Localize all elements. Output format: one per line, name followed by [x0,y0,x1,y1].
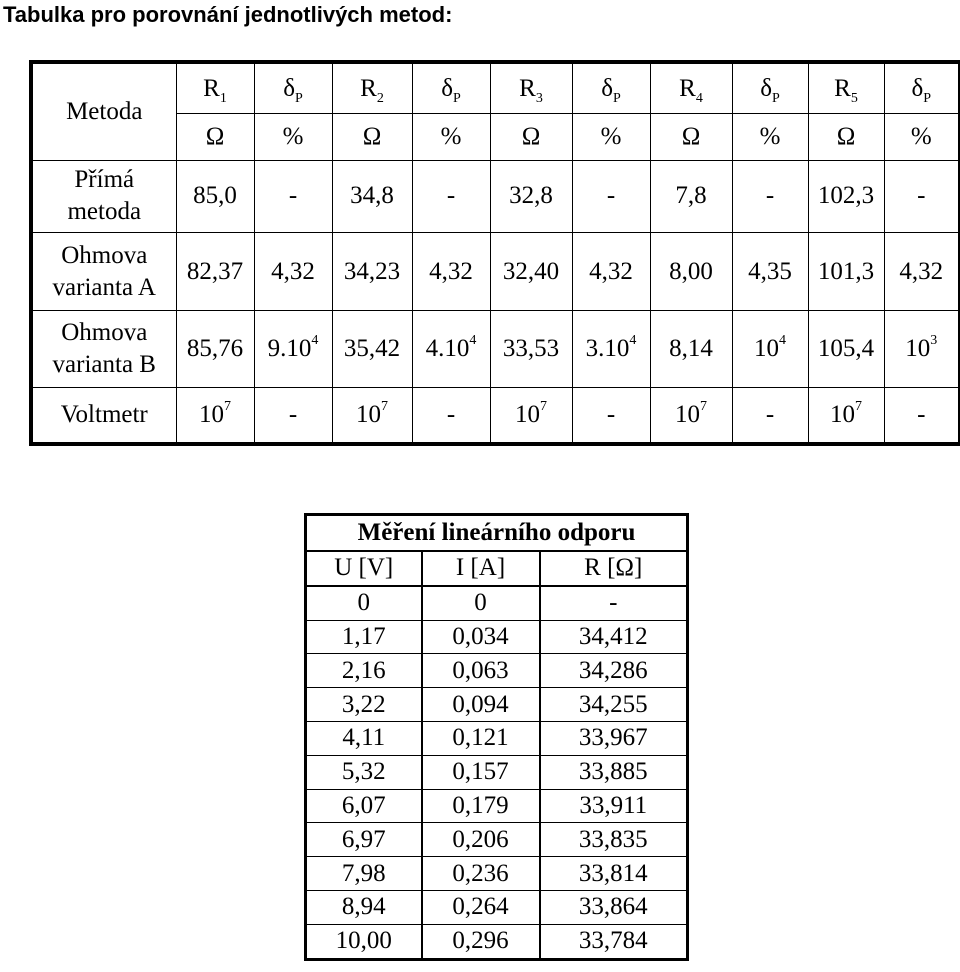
header-cell [808,62,884,114]
column-header: R [Ω] [540,551,688,586]
table-cell: 0,157 [422,755,540,789]
value-exponent: 7 [700,398,707,414]
symbol-subscript: P [452,90,461,106]
table-cell: 0,296 [422,924,540,959]
table-row [306,654,688,688]
symbol: δ [760,74,772,102]
table-cell: - [540,586,688,620]
symbol-subscript: 4 [695,90,703,106]
symbol: δ [441,74,453,102]
unit-cell: % [732,114,808,160]
comparison-table [29,60,960,446]
value-cell [254,160,332,233]
value-exponent: 3 [930,332,938,348]
value-exponent: 4 [779,332,786,348]
value-cell [732,233,808,311]
symbol: R [203,74,220,102]
table-cell: 0,264 [422,890,540,924]
table-row [306,823,688,857]
value-text: 4,35 [748,257,792,285]
value-cell [572,160,650,233]
method-label-line: Ohmova [61,241,148,269]
value-cell [490,311,572,388]
value-cell [332,311,412,388]
table-row [306,924,688,959]
unit-cell: % [572,114,650,160]
value-cell [650,311,732,388]
value-cell [490,233,572,311]
method-label-line: varianta A [52,273,156,301]
unit-cell: % [884,114,960,160]
table-cell: 2,16 [306,654,422,688]
method-label [31,160,176,233]
value-text: 102,3 [817,182,875,210]
header-cell [412,62,490,114]
value-text: 85,76 [186,334,244,362]
unit-cell: % [412,114,490,160]
symbol-subscript: 5 [850,90,858,106]
symbol: R [360,74,377,102]
value-cell [176,233,254,311]
value-cell [332,160,412,233]
method-label [31,311,176,388]
value-text: - [765,182,775,210]
table-row [306,857,688,891]
value-cell [176,160,254,233]
value-text: 10 [675,400,700,428]
value-cell [884,233,960,311]
value-cell [650,387,732,444]
value-exponent: 7 [855,398,862,414]
value-exponent: 4 [469,332,477,348]
method-label [31,233,176,311]
table-cell: 0 [306,586,422,620]
method-label [31,387,176,444]
table-cell: 33,911 [540,789,688,823]
value-cell [490,160,572,233]
table-row [306,586,688,620]
header-cell [732,62,808,114]
symbol: R [679,74,696,102]
table-row [306,890,688,924]
symbol-subscript: P [771,90,780,106]
value-exponent: 7 [224,398,231,414]
table-cell: 34,412 [540,620,688,654]
value-cell [572,311,650,388]
table-cell: 5,32 [306,755,422,789]
value-text: 10 [905,334,931,362]
header-cell [884,62,960,114]
unit-cell: % [254,114,332,160]
value-cell [884,160,960,233]
symbol: δ [911,74,924,102]
corner-label: Metoda [66,97,143,125]
value-cell [572,233,650,311]
value-text: 7,8 [675,182,707,210]
value-cell [412,311,490,388]
value-text: 10 [356,400,381,428]
value-cell [572,387,650,444]
symbol-subscript: P [923,90,932,106]
value-text: 4.10 [425,334,470,362]
symbol-subscript: P [294,90,303,106]
method-label-line: Ohmova [61,318,148,346]
value-text: 85,0 [193,182,237,210]
value-cell [412,160,490,233]
measurement-table [304,513,689,961]
comparison-row [31,311,960,388]
header-cell [332,62,412,114]
table-cell: 4,11 [306,721,422,755]
value-exponent: 4 [311,332,319,348]
value-text: - [917,182,926,210]
value-text: 10 [515,400,540,428]
table-cell: 0,206 [422,823,540,857]
value-cell [650,160,732,233]
table-cell: 33,835 [540,823,688,857]
value-text: - [288,400,298,428]
unit-cell: Ω [490,114,572,160]
table-cell: 6,97 [306,823,422,857]
value-cell [332,233,412,311]
value-exponent: 4 [629,332,637,348]
corner-cell [31,62,176,160]
method-label-line: Voltmetr [60,400,148,428]
table-cell: 10,00 [306,924,422,959]
table-cell: 6,07 [306,789,422,823]
table-row [306,721,688,755]
table-row [306,789,688,823]
table-cell: 34,286 [540,654,688,688]
table-row [306,620,688,654]
value-cell [808,387,884,444]
symbol: δ [601,74,613,102]
measurement-caption-row [306,515,688,552]
value-cell [732,160,808,233]
comparison-row [31,387,960,444]
header-cell [254,62,332,114]
measurement-caption: Měření lineárního odporu [306,515,688,552]
value-text: 3.10 [585,334,630,362]
value-cell [412,387,490,444]
table-cell: 0 [422,586,540,620]
value-text: - [606,400,616,428]
value-cell [808,233,884,311]
value-text: - [446,182,456,210]
value-cell [884,387,960,444]
value-text: 4,32 [589,257,633,285]
header-cell [490,62,572,114]
value-cell [732,387,808,444]
symbol: R [834,74,851,102]
comparison-header-row [31,62,960,114]
symbol-subscript: 1 [219,90,227,106]
value-cell [254,311,332,388]
value-text: 8,00 [669,257,713,285]
value-text: 105,4 [817,334,875,362]
table-cell: 33,784 [540,924,688,959]
header-cell [572,62,650,114]
table-cell: 0,179 [422,789,540,823]
value-text: 32,40 [502,257,560,285]
table-cell: 33,814 [540,857,688,891]
table-cell: 34,255 [540,688,688,722]
value-text: 4,32 [271,257,315,285]
table-cell: 33,885 [540,755,688,789]
method-label-line: Přímá [74,166,135,194]
value-cell [650,233,732,311]
value-exponent: 7 [381,398,388,414]
value-text: 101,3 [817,257,875,285]
table-cell: 3,22 [306,688,422,722]
value-cell [490,387,572,444]
value-text: - [606,182,616,210]
value-text: 4,32 [429,257,473,285]
table-cell: 33,864 [540,890,688,924]
value-cell [254,387,332,444]
value-text: - [917,400,926,428]
symbol-subscript: 3 [535,90,543,106]
value-cell [732,311,808,388]
value-cell [254,233,332,311]
unit-cell: Ω [176,114,254,160]
value-cell [176,311,254,388]
unit-cell: Ω [808,114,884,160]
value-cell [808,160,884,233]
column-header: I [A] [422,551,540,586]
table-cell: 8,94 [306,890,422,924]
value-text: 33,53 [502,334,560,362]
value-text: - [288,182,298,210]
value-cell [412,233,490,311]
value-text: 8,14 [669,334,713,362]
measurement-header-row [306,551,688,586]
table-cell: 0,121 [422,721,540,755]
value-text: 10 [830,400,855,428]
header-cell [176,62,254,114]
value-text: - [765,400,775,428]
table-cell: 0,236 [422,857,540,891]
unit-cell: Ω [332,114,412,160]
value-exponent: 7 [540,398,547,414]
value-text: 4,32 [899,257,944,285]
table-cell: 0,034 [422,620,540,654]
value-cell [884,311,960,388]
value-cell [808,311,884,388]
method-label-line: metoda [67,198,142,226]
comparison-row [31,233,960,311]
symbol: δ [283,74,295,102]
table-cell: 33,967 [540,721,688,755]
table-row [306,688,688,722]
symbol-subscript: P [612,90,621,106]
symbol-subscript: 2 [376,90,384,106]
value-text: 10 [199,400,224,428]
value-text: 10 [754,334,779,362]
value-text: 34,8 [350,182,394,210]
table-cell: 1,17 [306,620,422,654]
value-cell [332,387,412,444]
method-label-line: varianta B [52,350,156,378]
symbol: R [519,74,536,102]
value-text: 35,42 [343,334,401,362]
value-text: 9.10 [267,334,312,362]
column-header: U [V] [306,551,422,586]
table-row [306,755,688,789]
table-cell: 0,094 [422,688,540,722]
value-text: 82,37 [186,257,244,285]
value-text: 34,23 [343,257,401,285]
value-cell [176,387,254,444]
value-text: - [446,400,456,428]
unit-cell: Ω [650,114,732,160]
table-cell: 7,98 [306,857,422,891]
header-cell [650,62,732,114]
comparison-row [31,160,960,233]
page-title: Tabulka pro porovnání jednotlivých metod: [3,2,453,27]
value-text: 32,8 [509,182,553,210]
table-cell: 0,063 [422,654,540,688]
